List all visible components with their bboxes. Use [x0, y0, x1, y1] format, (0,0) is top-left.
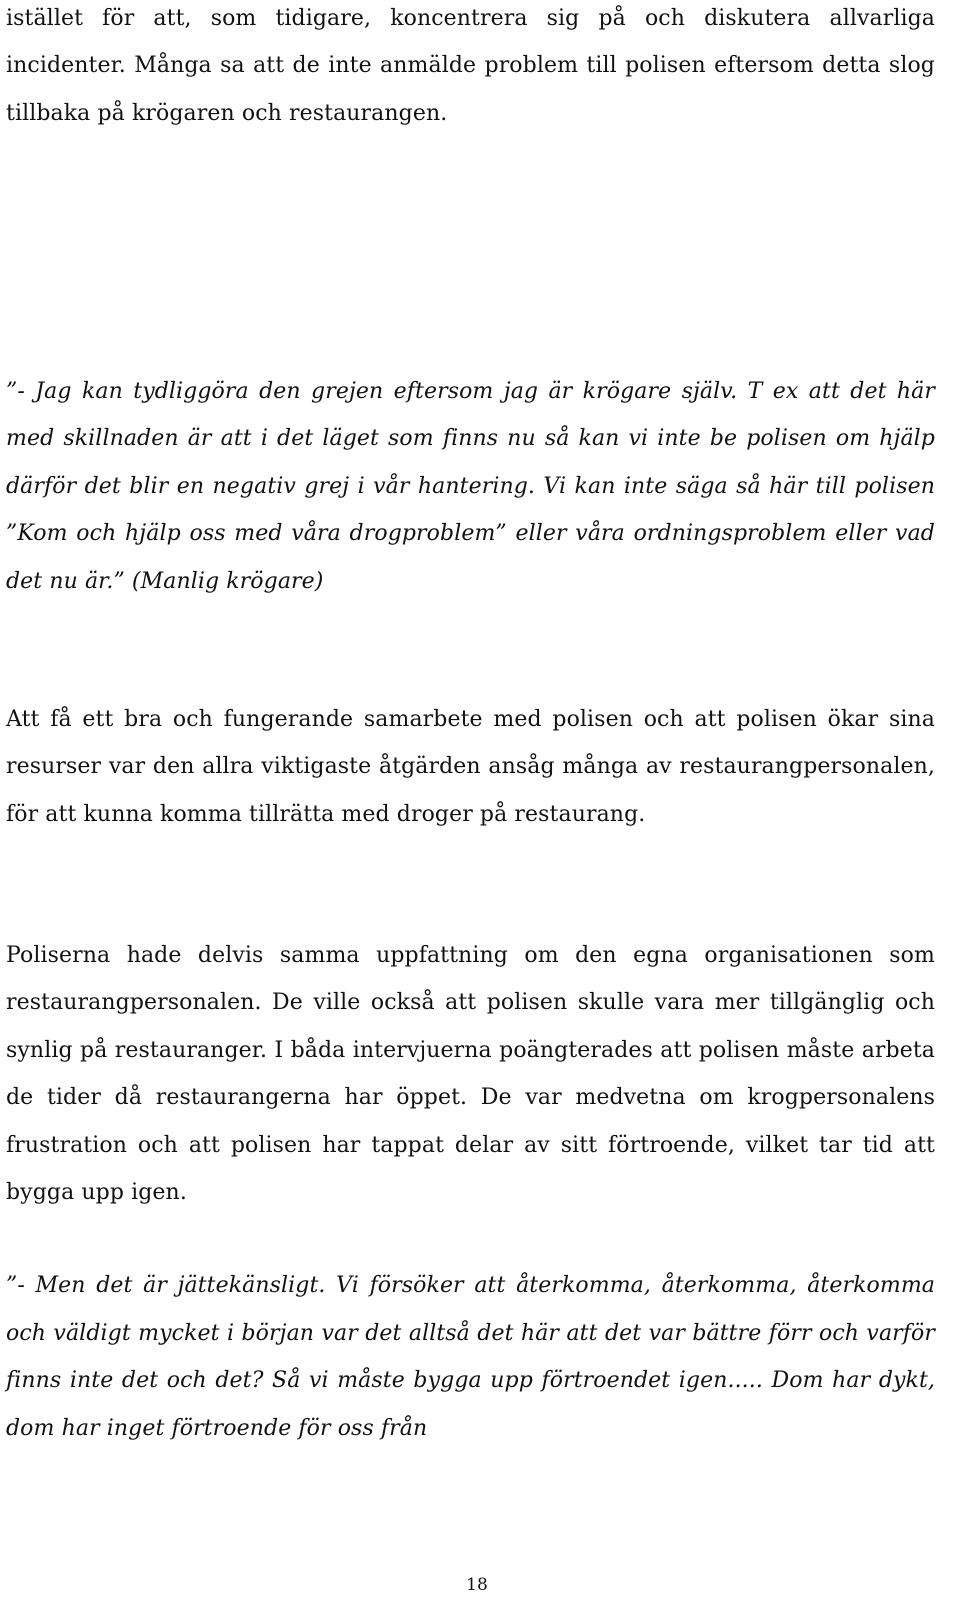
- body-paragraph: istället för att, som tidigare, koncentrera sig på och diskutera allvarliga incidenter. Många sa att de inte anmälde problem till polisen eftersom detta slog tillbaka på krögaren och restaurangen.: [6, 6, 935, 126]
- page-number: 18: [466, 1575, 488, 1595]
- interview-quote: ”- Men det är jättekänsligt. Vi försöker att återkomma, återkomma, återkomma och väldigt mycket i början var det alltså det här att det var bättre förr och varför finns inte det och det? Så vi måste bygga upp förtroendet igen..... Dom har dykt, dom har inget förtroende för oss från: [6, 1273, 935, 1441]
- body-paragraph: Poliserna hade delvis samma uppfattning om den egna organisationen som restaurangpersonalen. De ville också att polisen skulle vara mer tillgänglig och synlig på restauranger. I båda intervjuerna poängterades att polisen måste arbeta de tider då restaurangerna har öppet. De var medvetna om krogpersonalens frustration och att polisen har tappat delar av sitt förtroende, vilket tar tid att bygga upp igen.: [6, 943, 935, 1206]
- document-page: [6, 0, 935, 1610]
- interview-quote: ”- Jag kan tydliggöra den grejen eftersom jag är krögare själv. T ex att det här med skillnaden är att i det läget som finns nu så kan vi inte be polisen om hjälp därför det blir en negativ grej i vår hantering. Vi kan inte säga så här till polisen ”Kom och hjälp oss med våra drogproblem” eller våra ordningsproblem eller vad det nu är.” (Manlig krögare): [6, 379, 935, 594]
- body-paragraph: Att få ett bra och fungerande samarbete med polisen och att polisen ökar sina resurser var den allra viktigaste åtgärden ansåg många av restaurangpersonalen, för att kunna komma tillrätta med droger på restaurang.: [6, 707, 935, 827]
